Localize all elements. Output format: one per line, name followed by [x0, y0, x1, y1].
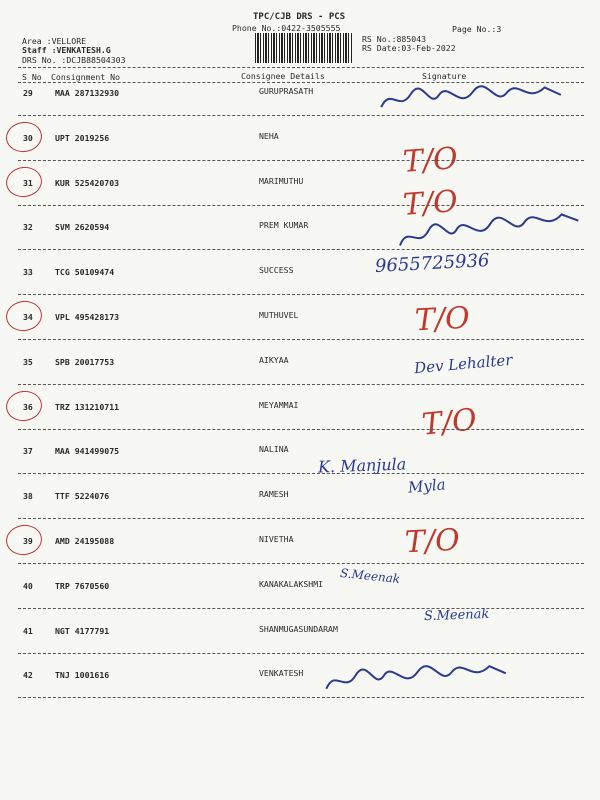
- row-signature: S.Meenak: [423, 606, 490, 624]
- row-signature: T/O: [420, 401, 479, 443]
- staff-label: Staff :VENKATESH.G: [22, 45, 111, 55]
- row-consignment-number: UPT 2019256: [55, 132, 110, 143]
- drs-number: DRS No. :DCJB88504303: [22, 55, 126, 65]
- row-consignee-name: PREM KUMAR: [259, 220, 309, 231]
- row-signature: 9655725936: [374, 250, 491, 278]
- row-consignee-name: KANAKALAKSHMI: [259, 578, 324, 589]
- row-consignment-number: TTF 5224076: [55, 491, 110, 502]
- row-separator: [18, 563, 584, 564]
- row-consignee-name: NIVETHA: [259, 534, 294, 544]
- row-separator: [18, 339, 584, 340]
- row-consignment-number: KUR 525420703: [55, 177, 120, 188]
- row-consignment-number: TCG 50109474: [55, 267, 115, 278]
- col-consignment-header: Consignment No: [51, 72, 121, 82]
- row-consignment-number: AMD 24195088: [55, 536, 115, 546]
- row-consignee-name: NEHA: [259, 130, 279, 141]
- sheet-title: TPC/CJB DRS - PCS: [253, 12, 346, 22]
- row-consignee-name: SHANMUGASUNDARAM: [259, 623, 338, 634]
- row-sno: 32: [23, 222, 33, 233]
- row-separator: [18, 384, 584, 385]
- col-consignee-header: Consignee Details: [241, 71, 325, 81]
- row-sno: 29: [23, 88, 33, 98]
- row-sno: 40: [23, 580, 33, 591]
- row-separator: [18, 294, 584, 295]
- rs-number: RS No.:885043: [362, 34, 427, 44]
- row-consignment-number: SVM 2620594: [55, 222, 110, 233]
- col-signature-header: Signature: [422, 71, 467, 81]
- row-sno: 31: [23, 177, 33, 188]
- row-consignment-number: TRP 7670560: [55, 580, 110, 591]
- row-consignment-number: TRZ 131210711: [55, 401, 120, 412]
- row-sno: 41: [23, 625, 33, 636]
- phone-number: Phone No.:0422-3505555: [232, 23, 341, 33]
- row-consignment-number: MAA 287132930: [55, 88, 120, 98]
- row-sno: 39: [23, 536, 33, 546]
- row-separator: [18, 518, 584, 519]
- row-sno: 34: [23, 312, 33, 322]
- handwritten-signature-mark: [376, 77, 567, 124]
- col-sno-header: S No: [22, 72, 42, 82]
- row-separator: [18, 473, 584, 474]
- row-consignee-name: MUTHUVEL: [259, 310, 299, 320]
- row-separator: [18, 160, 584, 161]
- row-sno: 35: [23, 356, 33, 367]
- row-consignee-name: VENKATESH: [259, 668, 304, 679]
- rs-date: RS Date:03-Feb-2022: [362, 43, 456, 53]
- row-separator: [18, 115, 584, 116]
- row-consignee-name: AIKYAA: [259, 354, 289, 365]
- row-sno: 38: [23, 491, 33, 502]
- row-sno: 30: [23, 132, 33, 143]
- row-consignee-name: MEYAMMAI: [259, 399, 299, 410]
- row-separator: [18, 608, 584, 609]
- row-signature: Myla: [407, 475, 447, 497]
- row-separator: [18, 653, 584, 654]
- row-consignment-number: TNJ 1001616: [55, 670, 110, 681]
- row-separator: [18, 249, 584, 250]
- row-consignment-number: VPL 495428173: [55, 312, 120, 322]
- row-consignment-number: SPB 20017753: [55, 356, 115, 367]
- row-separator: [18, 429, 584, 430]
- row-consignee-name: NALINA: [259, 444, 289, 455]
- row-consignee-name: MARIMUTHU: [259, 175, 304, 186]
- row-consignee-name: RAMESH: [259, 489, 289, 500]
- row-separator: [18, 205, 584, 206]
- row-sno: 37: [23, 446, 33, 457]
- row-consignee-name: GURUPRASATH: [259, 86, 314, 96]
- row-separator: [18, 697, 584, 698]
- row-consignment-number: NGT 4177791: [55, 625, 110, 636]
- row-consignment-number: MAA 941499075: [55, 446, 120, 457]
- row-signature: T/O: [404, 522, 461, 561]
- row-sno: 36: [23, 401, 33, 412]
- page-number: Page No.:3: [452, 24, 502, 34]
- row-signature: T/O: [401, 183, 459, 223]
- row-sno: 33: [23, 267, 33, 278]
- barcode-image: [255, 33, 353, 63]
- row-signature: Dev Lehalter: [413, 350, 514, 378]
- row-signature: K. Manjula: [317, 454, 407, 477]
- row-signature: T/O: [414, 300, 471, 339]
- row-sno: 42: [23, 670, 33, 681]
- row-consignee-name: SUCCESS: [259, 265, 294, 276]
- header-top-rule: [18, 67, 584, 68]
- row-signature: T/O: [401, 140, 459, 180]
- row-signature: S.Meenak: [339, 565, 401, 586]
- area-label: Area :VELLORE: [22, 36, 87, 46]
